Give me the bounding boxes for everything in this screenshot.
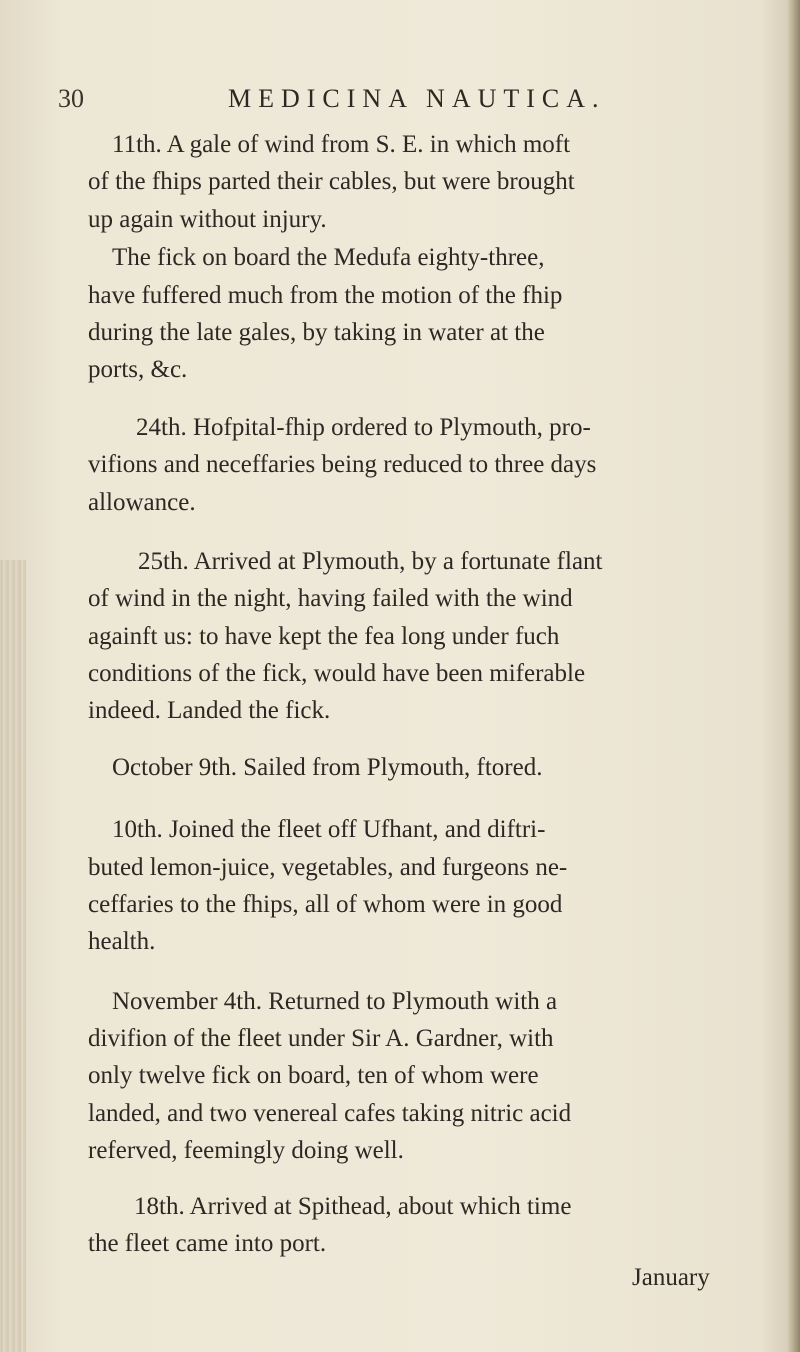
page-edge-left: [0, 560, 26, 1352]
text-line: The fick on board the Medufa eighty-three,: [112, 244, 545, 271]
text-line: 10th. Joined the fleet off Ufhant, and diftri-: [112, 816, 546, 843]
text-line: up again without injury.: [88, 206, 327, 233]
text-line: October 9th. Sailed from Plymouth, ftored.: [112, 754, 543, 781]
text-line: only twelve fick on board, ten of whom were: [88, 1062, 539, 1089]
text-line: landed, and two venereal cafes taking nitric acid: [88, 1100, 572, 1127]
page-header: [58, 84, 698, 124]
text-line: 18th. Arrived at Spithead, about which time: [134, 1193, 572, 1220]
text-line: vifions and neceffaries being reduced to three days: [88, 451, 597, 478]
text-line: health.: [88, 928, 156, 955]
page-number: 30: [58, 84, 84, 113]
text-line: referved, feemingly doing well.: [88, 1137, 404, 1164]
catchword: January: [632, 1264, 710, 1291]
running-title: MEDICINA NAUTICA.: [228, 84, 606, 113]
text-line: buted lemon-juice, vegetables, and furgeons ne-: [88, 854, 568, 881]
text-line: 11th. A gale of wind from S. E. in which moft: [112, 131, 571, 158]
text-line: divifion of the fleet under Sir A. Gardner, with: [88, 1025, 554, 1052]
text-line: 24th. Hofpital-fhip ordered to Plymouth, pro-: [136, 414, 591, 441]
text-line: of wind in the night, having failed with the wind: [88, 585, 573, 612]
text-line: allowance.: [88, 489, 196, 516]
text-line: during the late gales, by taking in water at the: [88, 319, 545, 346]
text-line: the fleet came into port.: [88, 1230, 327, 1257]
text-line: indeed. Landed the fick.: [88, 697, 331, 724]
text-line: conditions of the fick, would have been miferable: [88, 660, 586, 687]
text-line: have fuffered much from the motion of the fhip: [88, 282, 563, 309]
text-line: ports, &c.: [88, 356, 188, 383]
text-line: of the fhips parted their cables, but were brought: [88, 168, 575, 195]
text-line: 25th. Arrived at Plymouth, by a fortunate flant: [138, 548, 603, 575]
text-line: ceffaries to the fhips, all of whom were in good: [88, 891, 563, 918]
text-line: againft us: to have kept the fea long under fuch: [88, 623, 560, 650]
page-edge-right: [786, 0, 800, 1352]
text-line: November 4th. Returned to Plymouth with a: [112, 988, 558, 1015]
